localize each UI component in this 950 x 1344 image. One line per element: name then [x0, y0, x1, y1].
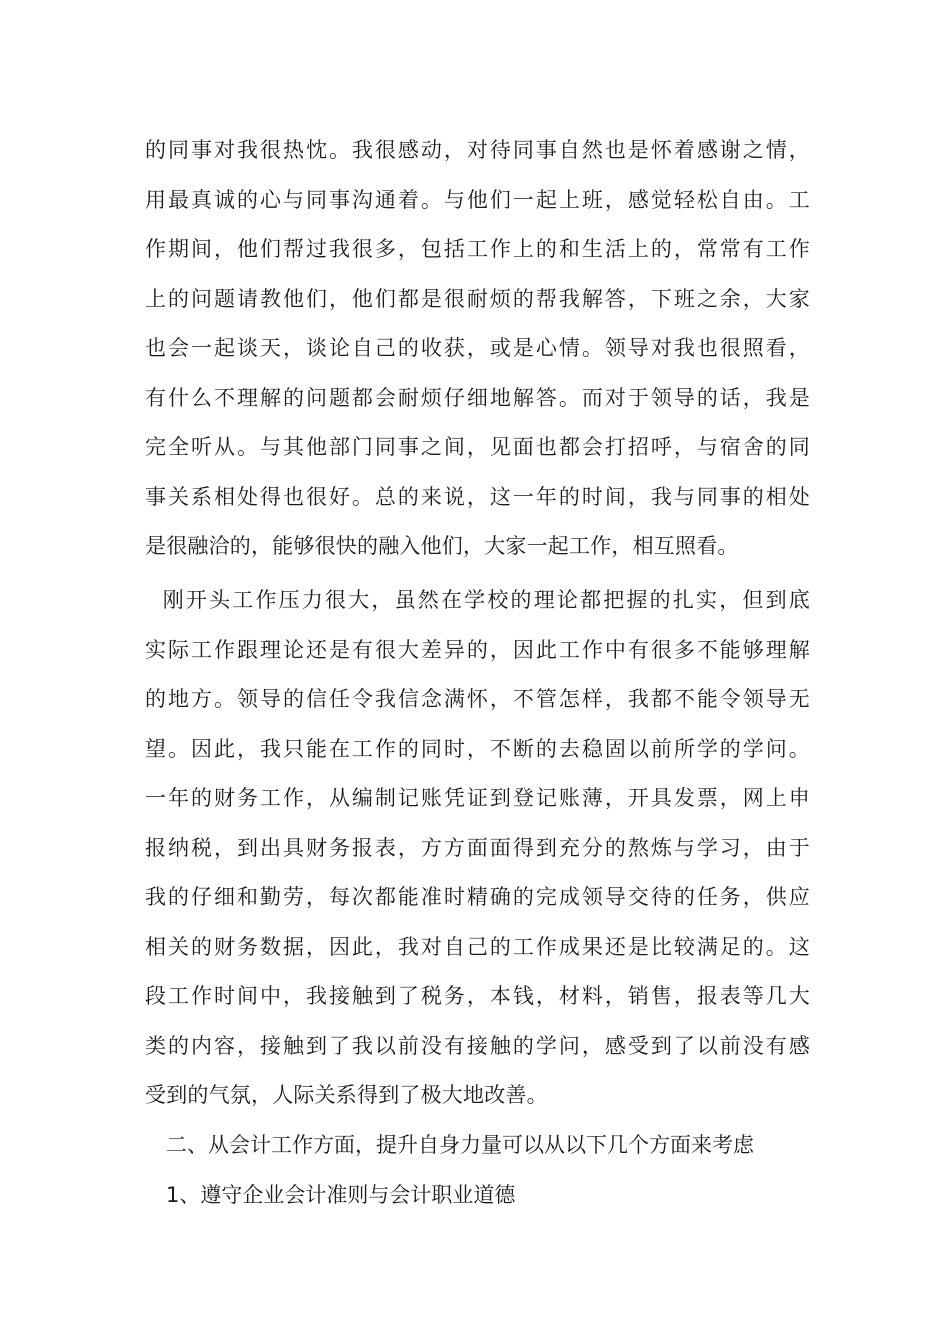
text-line: 刚开头工作压力很大，虽然在学校的理论都把握的扎实，但到底 — [145, 588, 810, 612]
text-line: 望。因此，我只能在工作的同时，不断的去稳固以前所学的学问。 — [145, 736, 810, 761]
text-line: 一年的财务工作，从编制记账凭证到登记账薄，开具发票，网上申 — [145, 786, 810, 810]
text-line: 事关系相处得也很好。总的来说，这一年的时间，我与同事的相处 — [145, 484, 810, 509]
text-line: 用最真诚的心与同事沟通着。与他们一起上班，感觉轻松自由。工 — [145, 187, 810, 212]
text-line: 实际工作跟理论还是有很大差异的，因此工作中有很多不能够理解 — [145, 637, 810, 662]
text-line: 完全听从。与其他部门同事之间，见面也都会打招呼，与宿舍的同 — [145, 435, 810, 459]
paragraph-coworker-relations — [145, 126, 810, 572]
section-heading: 二、从会计工作方面，提升自身力量可以从以下几个方面来考虑 — [166, 1133, 754, 1157]
text-line: 相关的财务数据，因此，我对自己的工作成果还是比较满足的。这 — [145, 934, 810, 959]
text-line: 受到的气氛，人际关系得到了极大地改善。 — [145, 1083, 548, 1107]
text-line: 类的内容，接触到了我以前没有接触的学问，感受到了以前没有感 — [145, 1033, 810, 1058]
text-line: 的同事对我很热忱。我很感动，对待同事自然也是怀着感谢之情， — [145, 138, 810, 162]
text-line: 上的问题请教他们，他们都是很耐烦的帮我解答，下班之余，大家 — [145, 286, 810, 311]
text-line: 的地方。领导的信任令我信念满怀，不管怎样，我都不能令领导无 — [145, 687, 810, 711]
text-line: 段工作时间中，我接触到了税务，本钱，材料，销售，报表等几大 — [145, 984, 810, 1008]
text-line: 有什么不理解的问题都会耐烦仔细地解答。而对于领导的话，我是 — [145, 385, 810, 410]
text-line: 是很融洽的，能够很快的融入他们，大家一起工作，相互照看。 — [145, 534, 739, 558]
text-line: 我的仔细和勤劳，每次都能准时精确的完成领导交待的任务，供应 — [145, 885, 810, 909]
text-line: 报纳税，到出具财务报表，方方面面得到充分的熬炼与学习，由于 — [145, 835, 810, 860]
text-line: 作期间，他们帮过我很多，包括工作上的和生活上的，常常有工作 — [145, 237, 810, 261]
subsection-heading: 1、遵守企业会计准则与会计职业道德 — [166, 1183, 516, 1207]
text-line: 也会一起谈天，谈论自己的收获，或是心情。领导对我也很照看， — [145, 336, 810, 360]
paragraph-work-experience — [145, 576, 810, 1121]
